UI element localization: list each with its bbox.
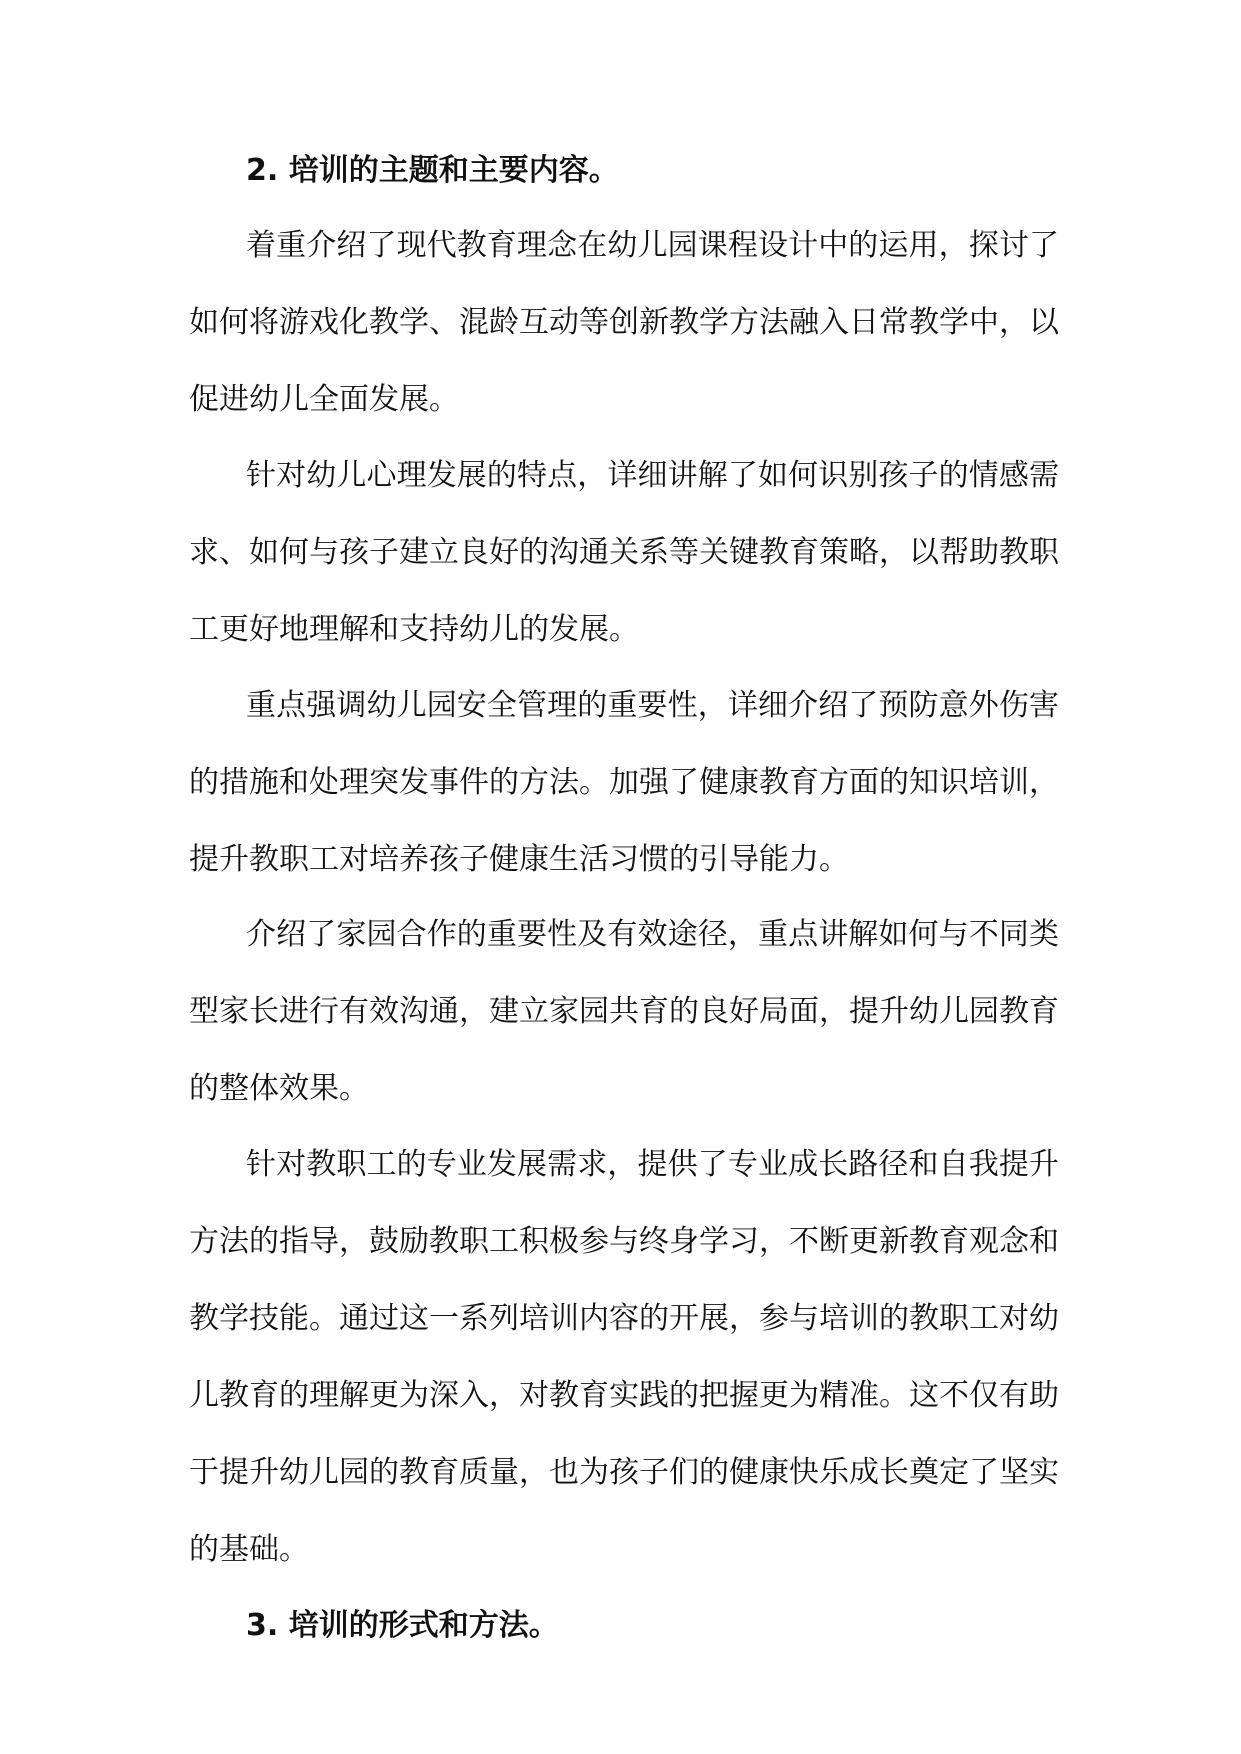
paragraph-2: 针对幼儿心理发展的特点，详细讲解了如何识别孩子的情感需求、如何与孩子建立良好的沟通关系等关键教育策略，以帮助教职工更好地理解和支持幼儿的发展。: [189, 458, 1059, 647]
paragraph-3: 重点强调幼儿园安全管理的重要性，详细介绍了预防意外伤害的措施和处理突发事件的方法。加强了健康教育方面的知识培训，提升教职工对培养孩子健康生活习惯的引导能力。: [189, 688, 1059, 877]
paragraph-4: 介绍了家园合作的重要性及有效途径，重点讲解如何与不同类型家长进行有效沟通，建立家园共育的良好局面，提升幼儿园教育的整体效果。: [189, 917, 1059, 1106]
paragraph-1: 着重介绍了现代教育理念在幼儿园课程设计中的运用，探讨了如何将游戏化教学、混龄互动等创新教学方法融入日常教学中，以促进幼儿全面发展。: [189, 228, 1059, 417]
section-heading-3: 3. 培训的形式和方法。: [246, 1608, 559, 1643]
section-heading-2: 2. 培训的主题和主要内容。: [246, 153, 619, 188]
paragraph-5: 针对教职工的专业发展需求，提供了专业成长路径和自我提升方法的指导，鼓励教职工积极参与终身学习，不断更新教育观念和教学技能。通过这一系列培训内容的开展，参与培训的教职工对幼儿教育的理解更为深入，对教育实践的把握更为精准。这不仅有助于提升幼儿园的教育质量，也为孩子们的健康快乐成长奠定了坚实的基础。: [189, 1147, 1059, 1567]
